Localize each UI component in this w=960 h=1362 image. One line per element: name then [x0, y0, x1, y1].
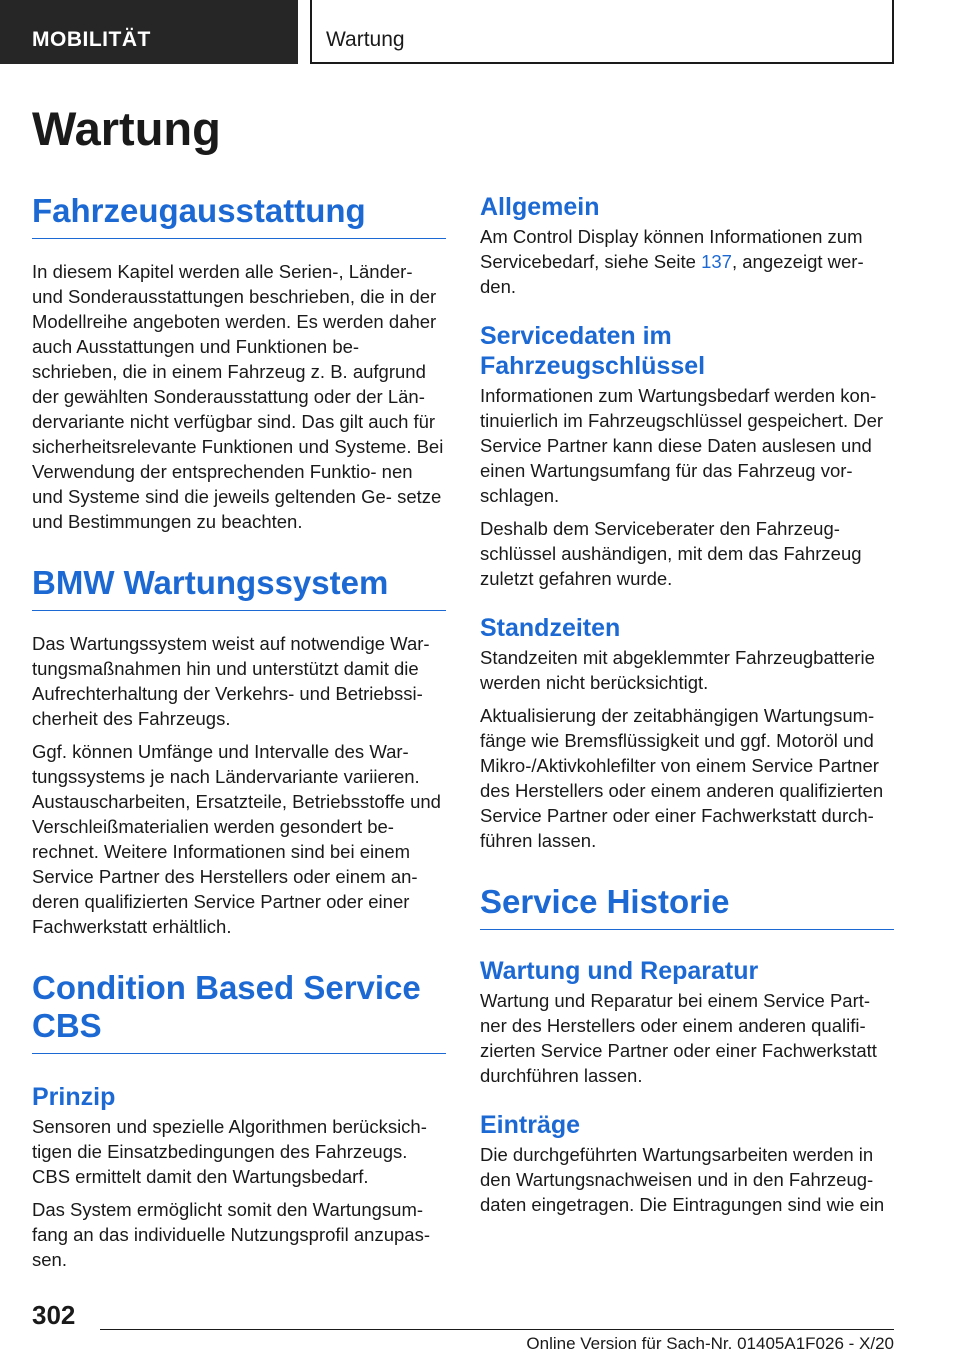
heading-standzeiten: Standzeiten [480, 614, 621, 642]
section-tab: MOBILITÄT [0, 0, 298, 64]
heading-fahrzeugausstattung: Fahrzeugausstattung [32, 192, 446, 239]
heading-allgemein: Allgemein [480, 193, 600, 221]
right-column [480, 192, 894, 1217]
allgemein-text-end: , angezeigt wer- den. [480, 251, 864, 297]
paragraph-wartungssystem-2: Ggf. können Umfänge und Intervalle des War- tungssystems je nach Ländervariante variieren. Austauscharbeiten, Ersatzteile, Betriebsstoffe und Verschleißmaterialien werden gesondert be- rechnet. Weitere Informationen sind bei einem Service Partner des Herstellers oder einem an- deren qualifizierten Service Partner oder einer Fachwerkstatt erhältlich. [32, 741, 441, 937]
paragraph-allgemein [480, 224, 894, 299]
paragraph-wartungssystem-1: Das Wartungssystem weist auf notwendige War- tungsmaßnahmen hin und unterstützt damit die Aufrechterhaltung der Verkehrs- und Betriebssi- cherheit des Fahrzeugs. [32, 633, 430, 729]
heading-servicedaten: Servicedaten im Fahrzeugschlüssel [480, 322, 706, 380]
paragraph-eintraege: Die durchgeführten Wartungsarbeiten werden in den Wartungsnachweisen und in den Fahrzeug- daten eingetragen. Die Eintragungen sind wie ein [480, 1144, 885, 1215]
chapter-tab: Wartung [310, 0, 894, 64]
heading-service-historie: Service Historie [480, 883, 894, 930]
paragraph-standzeiten-1: Standzeiten mit abgeklemmter Fahrzeugbatterie werden nicht berücksichtigt. [480, 647, 875, 693]
paragraph-standzeiten-2: Aktualisierung der zeitabhängigen Wartungsum- fänge wie Bremsflüssigkeit und ggf. Motoröl und Mikro-/Aktivkohlefilter von einem Service Partner des Herstellers oder einem anderen qualifizierten Service Partner oder einer Fachwerkstatt durch- führen lassen. [480, 705, 884, 851]
heading-prinzip: Prinzip [32, 1083, 116, 1111]
page-reference-link[interactable]: 137 [701, 251, 732, 272]
paragraph-prinzip-1: Sensoren und spezielle Algorithmen berücksich- tigen die Einsatzbedingungen des Fahrzeugs. CBS ermittelt damit den Wartungsbedarf. [32, 1116, 427, 1187]
paragraph-servicedaten-2: Deshalb dem Serviceberater den Fahrzeug- schlüssel aushändigen, mit dem das Fahrzeug zuletzt gefahren wurde. [480, 518, 862, 589]
heading-wartung-reparatur: Wartung und Reparatur [480, 957, 759, 985]
heading-eintraege: Einträge [480, 1111, 581, 1139]
footer-online-version: Online Version für Sach-Nr. 01405A1F026 - X/20 [526, 1334, 894, 1353]
page-title: Wartung [32, 102, 221, 155]
paragraph-fahrzeugausstattung: In diesem Kapitel werden alle Serien-, Länder- und Sonderausstattungen beschrieben, die in der Modellreihe angeboten werden. Es werden daher auch Ausstattungen und Funktionen be- schrieben, die in einem Fahrzeug z. B. aufgrund der gewählten Sonderausstattung oder der Län- dervariante nicht verfügbar sind. Das gilt auch für sicherheitsrelevante Funktionen und Systeme. Bei Verwendung der entsprechenden Funktio- nen und Systeme sind die jeweils geltenden Ge- setze und Bestimmungen zu beachten. [32, 261, 444, 532]
footer-divider [100, 1329, 894, 1330]
heading-cbs: Condition Based Service CBS [32, 969, 446, 1054]
paragraph-wartung-reparatur: Wartung und Reparatur bei einem Service Part- ner des Herstellers oder einem anderen qualifi- zierten Service Partner oder einer Fachwerkstatt durchführen lassen. [480, 990, 877, 1086]
paragraph-servicedaten-1: Informationen zum Wartungsbedarf werden kon- tinuierlich im Fahrzeugschlüssel gespeichert. Der Service Partner kann diese Daten auslesen und einen Wartungsumfang für das Fahrzeug vor- schlagen. [480, 385, 884, 506]
page-number: 302 [32, 1300, 76, 1330]
paragraph-prinzip-2: Das System ermöglicht somit den Wartungsum- fang an das individuelle Nutzungsprofil anzupas- sen. [32, 1199, 431, 1270]
allgemein-text-start: Am Control Display können Informationen zum Servicebedarf, siehe Seite [480, 226, 863, 272]
page-header [0, 0, 960, 66]
heading-bmw-wartungssystem: BMW Wartungssystem [32, 564, 446, 611]
left-column [32, 192, 446, 1272]
